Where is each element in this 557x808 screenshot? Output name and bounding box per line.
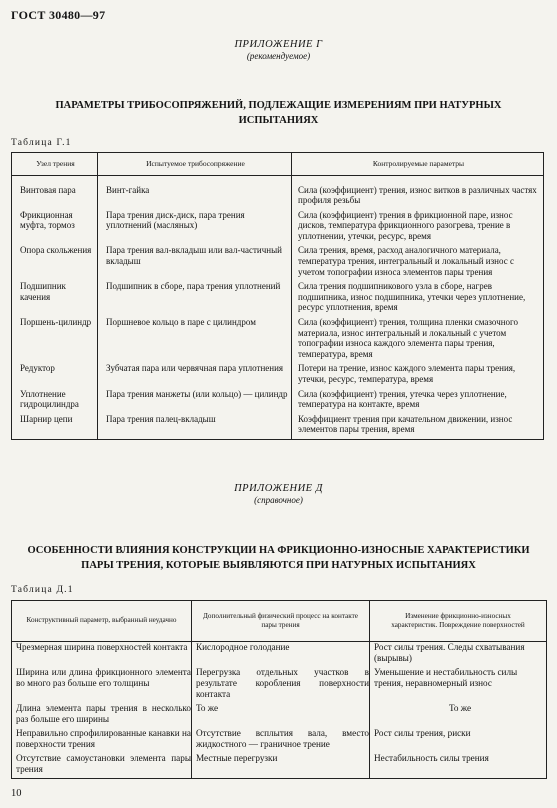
table-row <box>12 414 544 440</box>
page-number: 10 <box>11 788 22 799</box>
table-g1-label: Таблица Г.1 <box>11 138 72 148</box>
table-row <box>12 363 544 388</box>
appendix-g-heading-line2: ИСПЫТАНИЯХ <box>238 115 319 126</box>
appendix-d-subtitle: (справочное) <box>254 495 303 505</box>
table-row <box>12 642 547 668</box>
params-cell: Потери на трение, износ каждого элемента пары трения, утечки, ресурс, температура, время <box>292 363 544 388</box>
table-row <box>12 245 544 281</box>
appendix-d-heading-line2: ПАРЫ ТРЕНИЯ, КОТОРЫЕ ВЫЯВЛЯЮТСЯ ПРИ НАТУРНЫХ ИСПЫТАНИЯХ <box>81 560 476 571</box>
physical-process-cell: Перегрузка отдельных участков в результате коробления поверхности контакта <box>192 667 370 703</box>
column-header: Испытуемое трибосопряжение <box>98 153 292 176</box>
characteristics-change-cell: Нестабильность силы трения <box>370 753 547 779</box>
params-cell: Коэффициент трения при качательном движении, износ элементов пары трения, время <box>292 414 544 440</box>
table-g1 <box>11 152 544 440</box>
friction-node-cell: Подшипник качения <box>20 281 66 302</box>
tested-pair-cell: Винт-гайка <box>98 185 292 210</box>
document-id: ГОСТ 30480—97 <box>11 8 106 22</box>
appendix-d-heading-line1: ОСОБЕННОСТИ ВЛИЯНИЯ КОНСТРУКЦИИ НА ФРИКЦИОННО-ИЗНОСНЫЕ ХАРАКТЕРИСТИКИ <box>27 545 530 556</box>
characteristics-change-cell: Рост силы трения. Следы схватывания (вырывы) <box>370 642 547 668</box>
column-header: Контролируемые параметры <box>292 153 544 176</box>
tested-pair-cell: Пара трения диск-диск, пара трения уплотнений (масляных) <box>98 210 292 246</box>
table-row <box>12 389 544 414</box>
friction-node-cell: Винтовая пара <box>20 184 76 195</box>
friction-node-cell: Уплотнение гидроцилиндра <box>20 388 79 410</box>
table-row <box>12 281 544 317</box>
appendix-g-heading <box>0 98 557 128</box>
characteristics-change-cell: Рост силы трения, риски <box>370 728 547 753</box>
params-cell: Сила (коэффициент) трения, толщина пленки смазочного материала, износ интегральный и локальный с учетом топографии износа каждого элемента пары трения, температура, время <box>292 317 544 363</box>
design-param-cell: Отсутствие самоустановки элемента пары трения <box>16 753 191 774</box>
tested-pair-cell: Подшипник в сборе, пара трения уплотнений <box>98 281 292 317</box>
physical-process-cell: То же <box>192 703 370 728</box>
friction-node-cell: Шарнир цепи <box>20 413 73 424</box>
column-header: Конструктивный параметр, выбранный неудачно <box>12 601 192 642</box>
tested-pair-cell: Пара трения манжеты (или кольцо) — цилиндр <box>98 389 292 414</box>
table-row <box>12 176 544 185</box>
table-row <box>12 317 544 363</box>
appendix-d-title: ПРИЛОЖЕНИЕ Д <box>234 483 323 494</box>
friction-node-cell: Редуктор <box>20 363 55 374</box>
design-param-cell: Ширина или длина фрикционного элемента во много раз больше его толщины <box>16 667 191 688</box>
table-row <box>12 667 547 703</box>
tested-pair-cell: Поршневое кольцо в паре с цилиндром <box>98 317 292 363</box>
table-header-row <box>12 601 547 642</box>
design-param-cell: Длина элемента пары трения в несколько раз больше его ширины <box>16 703 191 724</box>
appendix-d-heading <box>0 543 557 573</box>
characteristics-change-cell: Уменьшение и нестабильность силы трения, неравномерный износ <box>370 667 547 703</box>
table-row <box>12 185 544 210</box>
characteristics-change-cell: То же <box>370 703 547 728</box>
column-header: Изменение фрикционно-износных характеристик. Повреждение поверхностей <box>370 601 547 642</box>
tested-pair-cell: Пара трения палец-вкладыш <box>98 414 292 440</box>
friction-node-cell: Опора скольжения <box>20 245 92 256</box>
physical-process-cell: Отсутствие всплытия вала, вместо жидкостного — граничное трение <box>192 728 370 753</box>
friction-node-cell: Фрикционная муфта, тормоз <box>20 209 75 231</box>
params-cell: Сила трения, время, расход аналогичного материала, температура трения, интегральный и локальный износ с учетом топографии износа элементов пары трения <box>292 245 544 281</box>
table-row <box>12 210 544 246</box>
params-cell: Сила (коэффициент) трения, утечка через уплотнение, температура на контакте, время <box>292 389 544 414</box>
appendix-g-subtitle: (рекомендуемое) <box>246 51 311 61</box>
table-row <box>12 728 547 753</box>
appendix-g-title: ПРИЛОЖЕНИЕ Г <box>234 39 323 50</box>
params-cell: Сила (коэффициент) трения в фрикционной паре, износ дисков, температура фрикционного разогрева, трение в уплотнении, утечки, ресурс, время <box>292 210 544 246</box>
params-cell: Сила трения подшипникового узла в сборе, нагрев подшипника, износ подшипника, утечки через уплотнение, ресурс уплотнения, время <box>292 281 544 317</box>
tested-pair-cell: Пара трения вал-вкладыш или вал-частичный вкладыш <box>98 245 292 281</box>
friction-node-cell: Поршень-цилиндр <box>20 317 92 328</box>
params-cell: Сила (коэффициент) трения, износ витков в различных частях профиля резьбы <box>292 185 544 210</box>
column-header: Узел трения <box>12 153 98 176</box>
table-row <box>12 753 547 779</box>
table-d1-label: Таблица Д.1 <box>11 585 74 595</box>
physical-process-cell: Кислородное голодание <box>192 642 370 668</box>
table-row <box>12 703 547 728</box>
appendix-g-heading-line1: ПАРАМЕТРЫ ТРИБОСОПРЯЖЕНИЙ, ПОДЛЕЖАЩИЕ ИЗМЕРЕНИЯМ ПРИ НАТУРНЫХ <box>55 100 502 111</box>
table-header-row <box>12 153 544 176</box>
tested-pair-cell: Зубчатая пара или червячная пара уплотнения <box>98 363 292 388</box>
column-header: Дополнительный физический процесс на контакте пары трения <box>192 601 370 642</box>
design-param-cell: Неправильно спрофилированные канавки на поверхности трения <box>16 728 191 749</box>
design-param-cell: Чрезмерная ширина поверхностей контакта <box>16 642 188 652</box>
table-d1 <box>11 600 547 779</box>
physical-process-cell: Местные перегрузки <box>192 753 370 779</box>
